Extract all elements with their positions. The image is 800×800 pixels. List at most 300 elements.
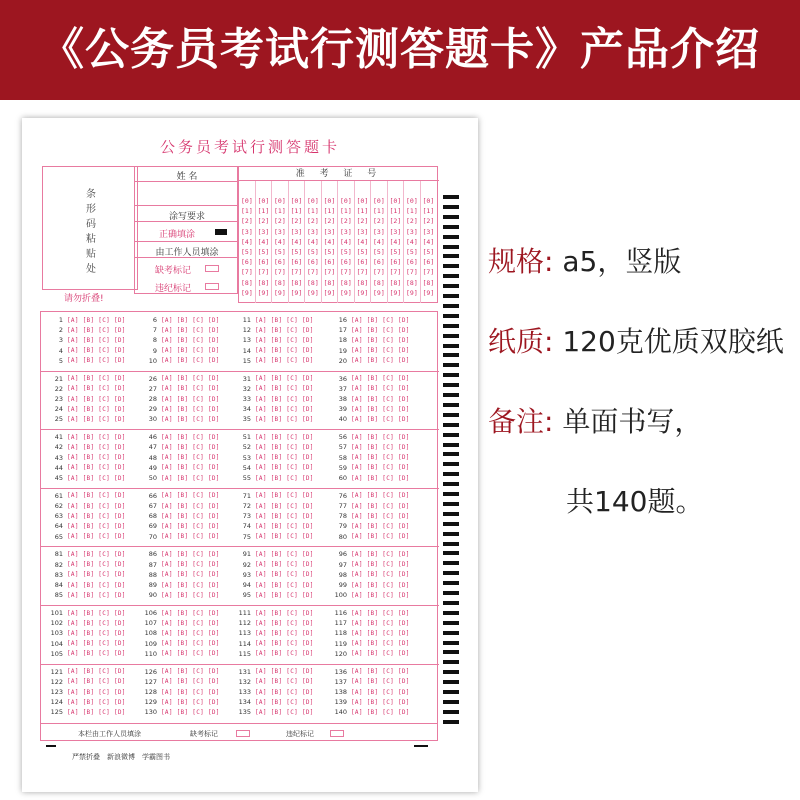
question-number: 87: [148, 560, 157, 569]
exam-id-digit: [9]: [356, 288, 369, 297]
answer-options: [A] [B] [C] [D]: [351, 385, 410, 393]
exam-id-digit: [2]: [422, 217, 435, 226]
answer-options: [A] [B] [C] [D]: [255, 512, 314, 520]
exam-id-digit: [7]: [422, 268, 435, 277]
footer-absent-box: [236, 730, 250, 737]
timing-mark: [443, 344, 459, 348]
answer-options: [A] [B] [C] [D]: [255, 678, 314, 686]
answer-options: [A] [B] [C] [D]: [161, 385, 220, 393]
question-number: 55: [242, 474, 251, 482]
timing-mark: [443, 205, 459, 209]
answer-options: [A] [B] [C] [D]: [67, 502, 126, 510]
question-number: 109: [144, 639, 157, 648]
timing-mark: [443, 245, 459, 249]
timing-mark: [443, 710, 459, 714]
question-number: 15: [242, 356, 251, 365]
answer-options: [A] [B] [C] [D]: [351, 405, 410, 413]
timing-mark: [443, 393, 459, 397]
question-number: 139: [334, 698, 347, 707]
answer-options: [A] [B] [C] [D]: [351, 522, 410, 530]
answer-options: [A] [B] [C] [D]: [255, 474, 314, 482]
absent-mark-box: [205, 265, 219, 272]
spec-paper: [488, 320, 784, 360]
question-number: 106: [144, 609, 157, 617]
answer-options: [A] [B] [C] [D]: [161, 433, 220, 441]
answer-options: [A] [B] [C] [D]: [161, 522, 220, 530]
question-number: 114: [238, 639, 251, 648]
answer-options: [A] [B] [C] [D]: [67, 474, 126, 482]
exam-id-digit: [0]: [373, 197, 385, 205]
exam-id-digit: [8]: [307, 278, 319, 287]
answer-options: [A] [B] [C] [D]: [255, 522, 314, 530]
exam-id-digit: [6]: [422, 258, 435, 267]
exam-id-digit: [9]: [323, 288, 336, 297]
question-number: 69: [148, 522, 157, 531]
question-number: 120: [334, 649, 347, 658]
answer-options: [A] [B] [C] [D]: [161, 561, 220, 569]
question-number: 4: [58, 346, 63, 355]
exam-id-digit: [7]: [290, 268, 303, 277]
publisher-line: 严禁折叠 新浪微博 学霸图书: [72, 753, 170, 761]
question-number: 127: [144, 677, 157, 686]
question-number: 133: [238, 688, 251, 696]
exam-id-digit: [8]: [323, 278, 336, 287]
question-number: 43: [54, 453, 63, 462]
timing-mark: [443, 284, 459, 288]
correct-fill-label: 正确填涂: [158, 230, 195, 240]
answer-options: [A] [B] [C] [D]: [67, 678, 126, 686]
exam-id-digit: [7]: [373, 268, 385, 277]
exam-id-digit: [2]: [274, 217, 286, 226]
answer-options: [A] [B] [C] [D]: [161, 464, 220, 472]
question-number: 113: [238, 629, 251, 638]
question-number: 68: [148, 512, 157, 521]
exam-id-digit: [0]: [307, 197, 319, 205]
exam-id-digit: [8]: [340, 278, 352, 287]
answer-options: [A] [B] [C] [D]: [67, 708, 126, 716]
spec-size-label: 规格:: [488, 245, 554, 278]
question-number: 59: [338, 463, 347, 472]
footer-staff-label: 本栏由工作人员填涂: [78, 730, 141, 738]
exam-id-digit: [5]: [422, 248, 435, 256]
exam-id-digit: [4]: [356, 237, 369, 246]
question-number: 117: [334, 619, 347, 628]
timing-mark: [443, 542, 459, 546]
answer-options: [A] [B] [C] [D]: [161, 619, 220, 627]
question-number: 3: [58, 336, 63, 345]
answer-options: [A] [B] [C] [D]: [161, 708, 220, 716]
question-number: 111: [238, 609, 251, 617]
answer-options: [A] [B] [C] [D]: [67, 454, 126, 462]
footer-bar: [40, 723, 438, 741]
answer-options: [A] [B] [C] [D]: [161, 405, 220, 413]
timing-mark: [443, 700, 459, 704]
spec-note-continued: [566, 480, 703, 520]
question-number: 61: [54, 491, 63, 500]
answer-options: [A] [B] [C] [D]: [67, 650, 126, 658]
exam-id-digit: [5]: [356, 248, 369, 256]
question-number: 65: [54, 532, 63, 541]
answer-options: [A] [B] [C] [D]: [351, 474, 410, 482]
answer-options: [A] [B] [C] [D]: [351, 571, 410, 579]
answer-options: [A] [B] [C] [D]: [67, 619, 126, 627]
answer-options: [A] [B] [C] [D]: [67, 581, 126, 589]
question-number: 24: [54, 405, 63, 414]
question-number: 58: [338, 453, 347, 462]
answer-options: [A] [B] [C] [D]: [255, 688, 314, 696]
question-number: 84: [54, 581, 63, 589]
exam-id-digit: [4]: [323, 237, 336, 246]
exam-id-digit: [7]: [307, 268, 319, 277]
answer-sheet-image: [22, 118, 478, 792]
exam-id-digit: [3]: [389, 227, 402, 236]
answer-options: [A] [B] [C] [D]: [255, 375, 314, 383]
exam-id-digit: [2]: [307, 217, 319, 226]
exam-id-digit: [8]: [356, 278, 369, 287]
question-number: 115: [238, 649, 251, 658]
question-number: 27: [148, 384, 157, 393]
exam-id-digit: [0]: [274, 197, 286, 205]
question-number: 5: [58, 356, 63, 365]
question-number: 70: [148, 532, 157, 541]
exam-id-digit: [7]: [241, 268, 253, 277]
exam-id-digit: [3]: [373, 227, 385, 236]
timing-mark: [443, 650, 459, 654]
exam-id-digit: [4]: [274, 237, 286, 246]
exam-id-digit: [7]: [257, 268, 270, 277]
spec-note: [488, 400, 702, 440]
exam-id-digit: [8]: [274, 278, 286, 287]
question-number: 42: [54, 443, 63, 452]
exam-id-digit: [9]: [307, 288, 319, 297]
question-number: 124: [50, 698, 63, 707]
answer-options: [A] [B] [C] [D]: [351, 678, 410, 686]
exam-id-digit: [4]: [389, 237, 402, 246]
exam-id-digit: [6]: [373, 258, 385, 267]
timing-mark: [443, 532, 459, 536]
timing-mark: [443, 215, 459, 219]
timing-mark: [443, 363, 459, 367]
question-number: 46: [148, 433, 157, 442]
answer-options: [A] [B] [C] [D]: [351, 550, 410, 558]
answer-options: [A] [B] [C] [D]: [67, 326, 126, 334]
answer-options: [A] [B] [C] [D]: [255, 464, 314, 472]
question-number: 31: [242, 374, 251, 383]
answer-options: [A] [B] [C] [D]: [67, 591, 126, 599]
answer-options: [A] [B] [C] [D]: [255, 550, 314, 558]
exam-id-digit: [5]: [257, 248, 270, 256]
exam-id-digit: [9]: [241, 288, 253, 297]
timing-mark: [443, 561, 459, 565]
answer-options: [A] [B] [C] [D]: [161, 492, 220, 500]
exam-id-digit: [9]: [373, 288, 385, 297]
exam-id-digit: [3]: [274, 227, 286, 236]
exam-id-digit: [4]: [373, 237, 385, 246]
answer-options: [A] [B] [C] [D]: [255, 533, 314, 541]
timing-mark: [443, 621, 459, 625]
fold-warning: 请勿折叠!: [64, 294, 104, 304]
exam-id-digit: [1]: [389, 207, 402, 216]
question-number: 125: [50, 708, 63, 717]
question-number: 130: [144, 708, 157, 717]
group-divider: [41, 371, 439, 372]
answer-options: [A] [B] [C] [D]: [161, 629, 220, 637]
barcode-label: 条形码粘贴处: [86, 189, 96, 275]
answer-options: [A] [B] [C] [D]: [67, 385, 126, 393]
answer-options: [A] [B] [C] [D]: [67, 629, 126, 637]
exam-id-digit: [3]: [257, 227, 270, 236]
question-number: 18: [338, 336, 347, 345]
timing-mark: [443, 373, 459, 377]
exam-id-digit: [0]: [406, 197, 418, 205]
answer-options: [A] [B] [C] [D]: [161, 316, 220, 324]
answer-options: [A] [B] [C] [D]: [255, 502, 314, 510]
answer-options: [A] [B] [C] [D]: [161, 533, 220, 541]
answer-options: [A] [B] [C] [D]: [67, 395, 126, 403]
answer-options: [A] [B] [C] [D]: [161, 650, 220, 658]
timing-mark: [443, 601, 459, 605]
exam-id-digit: [2]: [241, 217, 253, 226]
answer-grid: [40, 311, 438, 741]
banner-title: 《公务员考试行测答题卡》产品介绍: [40, 24, 760, 75]
question-number: 40: [338, 415, 347, 424]
timing-mark: [443, 492, 459, 496]
timing-mark: [443, 264, 459, 268]
spec-paper-value: 120克优质双胶纸: [562, 325, 784, 358]
answer-options: [A] [B] [C] [D]: [67, 316, 126, 324]
violation-mark-box: [205, 283, 219, 290]
bottom-mark-right: [414, 745, 428, 747]
timing-mark: [443, 462, 459, 466]
question-number: 74: [242, 522, 251, 531]
timing-mark: [443, 670, 459, 674]
timing-mark: [443, 660, 459, 664]
footer-absent-label: 缺考标记: [190, 730, 218, 738]
header-banner: [0, 0, 800, 100]
question-number: 30: [148, 415, 157, 424]
question-number: 28: [148, 395, 157, 403]
exam-id-digit: [0]: [257, 197, 270, 205]
question-number: 36: [338, 374, 347, 383]
answer-options: [A] [B] [C] [D]: [255, 492, 314, 500]
answer-options: [A] [B] [C] [D]: [351, 650, 410, 658]
answer-options: [A] [B] [C] [D]: [351, 357, 410, 365]
exam-id-digit: [9]: [274, 288, 286, 297]
answer-options: [A] [B] [C] [D]: [351, 316, 410, 324]
answer-options: [A] [B] [C] [D]: [161, 678, 220, 686]
timing-mark: [443, 611, 459, 615]
exam-id-digit: [9]: [290, 288, 303, 297]
exam-id-label: 准 考 证 号: [239, 167, 439, 181]
question-number: 88: [148, 570, 157, 579]
answer-options: [A] [B] [C] [D]: [255, 443, 314, 451]
question-number: 96: [338, 550, 347, 559]
question-number: 77: [338, 502, 347, 510]
question-number: 138: [334, 688, 347, 696]
exam-id-digit: [5]: [406, 248, 418, 256]
answer-options: [A] [B] [C] [D]: [351, 433, 410, 441]
group-divider: [41, 488, 439, 489]
question-number: 112: [238, 619, 251, 628]
exam-id-digit: [1]: [307, 207, 319, 216]
exam-id-digit: [1]: [257, 207, 270, 216]
answer-options: [A] [B] [C] [D]: [67, 561, 126, 569]
exam-id-digit: [6]: [356, 258, 369, 267]
exam-id-digit: [2]: [323, 217, 336, 226]
exam-id-digit: [1]: [422, 207, 435, 216]
answer-options: [A] [B] [C] [D]: [67, 522, 126, 530]
exam-id-digit: [0]: [241, 197, 253, 205]
question-number: 95: [242, 591, 251, 600]
group-divider: [41, 605, 439, 606]
exam-id-digit: [9]: [422, 288, 435, 297]
answer-options: [A] [B] [C] [D]: [255, 609, 314, 617]
bottom-mark-left: [46, 745, 56, 747]
exam-id-digit: [6]: [323, 258, 336, 267]
exam-id-digit: [7]: [340, 268, 352, 277]
exam-id-digit: [8]: [422, 278, 435, 287]
spec-note-value: 单面书写，: [562, 405, 703, 438]
exam-id-digit: [4]: [290, 237, 303, 246]
question-number: 81: [54, 550, 63, 559]
question-number: 26: [148, 374, 157, 383]
exam-id-digit: [8]: [257, 278, 270, 287]
exam-id-digit: [3]: [307, 227, 319, 236]
timing-mark: [443, 324, 459, 328]
question-number: 72: [242, 502, 251, 510]
answer-options: [A] [B] [C] [D]: [161, 688, 220, 696]
answer-options: [A] [B] [C] [D]: [351, 619, 410, 627]
timing-mark: [443, 512, 459, 516]
timing-mark: [443, 294, 459, 298]
answer-options: [A] [B] [C] [D]: [351, 502, 410, 510]
question-number: 71: [242, 491, 251, 500]
question-number: 101: [50, 609, 63, 617]
question-number: 75: [242, 532, 251, 541]
question-number: 21: [54, 374, 63, 383]
question-number: 29: [148, 405, 157, 414]
timing-mark: [443, 225, 459, 229]
question-number: 33: [242, 395, 251, 403]
question-number: 105: [50, 649, 63, 658]
answer-options: [A] [B] [C] [D]: [161, 357, 220, 365]
timing-mark: [443, 423, 459, 427]
timing-mark: [443, 443, 459, 447]
question-number: 53: [242, 453, 251, 462]
timing-mark: [443, 720, 459, 724]
question-number: 131: [238, 667, 251, 676]
timing-mark: [443, 274, 459, 278]
timing-mark: [443, 334, 459, 338]
question-number: 48: [148, 453, 157, 462]
answer-options: [A] [B] [C] [D]: [67, 357, 126, 365]
exam-id-digit: [2]: [406, 217, 418, 226]
question-number: 108: [144, 629, 157, 638]
question-number: 2: [58, 326, 63, 335]
exam-id-digit: [7]: [356, 268, 369, 277]
question-number: 73: [242, 512, 251, 521]
question-number: 80: [338, 532, 347, 541]
question-number: 85: [54, 591, 63, 600]
exam-id-digit: [1]: [274, 207, 286, 216]
answer-options: [A] [B] [C] [D]: [351, 326, 410, 334]
answer-options: [A] [B] [C] [D]: [255, 336, 314, 344]
timing-mark: [443, 304, 459, 308]
spec-paper-label: 纸质:: [488, 325, 554, 358]
question-number: 32: [242, 384, 251, 393]
question-number: 62: [54, 502, 63, 510]
question-number: 132: [238, 677, 251, 686]
violation-mark-label: 违纪标记: [154, 284, 191, 294]
question-number: 123: [50, 688, 63, 696]
answer-options: [A] [B] [C] [D]: [67, 550, 126, 558]
question-number: 35: [242, 415, 251, 424]
answer-options: [A] [B] [C] [D]: [67, 512, 126, 520]
timing-mark: [443, 591, 459, 595]
question-number: 22: [54, 384, 63, 393]
question-number: 94: [242, 581, 251, 589]
answer-options: [A] [B] [C] [D]: [351, 591, 410, 599]
exam-id-digit: [0]: [422, 197, 435, 205]
timing-mark: [443, 403, 459, 407]
answer-options: [A] [B] [C] [D]: [255, 591, 314, 599]
exam-id-digit: [3]: [340, 227, 352, 236]
exam-id-digit: [0]: [290, 197, 303, 205]
question-number: 38: [338, 395, 347, 403]
timing-mark: [443, 551, 459, 555]
exam-id-digit: [5]: [290, 248, 303, 256]
question-number: 97: [338, 560, 347, 569]
answer-options: [A] [B] [C] [D]: [161, 668, 220, 676]
answer-options: [A] [B] [C] [D]: [351, 688, 410, 696]
question-number: 92: [242, 560, 251, 569]
timing-mark: [443, 641, 459, 645]
answer-options: [A] [B] [C] [D]: [161, 502, 220, 510]
answer-options: [A] [B] [C] [D]: [161, 395, 220, 403]
answer-options: [A] [B] [C] [D]: [67, 375, 126, 383]
timing-mark: [443, 680, 459, 684]
answer-options: [A] [B] [C] [D]: [351, 698, 410, 706]
question-number: 52: [242, 443, 251, 452]
exam-id-digit: [7]: [389, 268, 402, 277]
exam-id-digit: [6]: [241, 258, 253, 267]
answer-options: [A] [B] [C] [D]: [67, 640, 126, 648]
exam-id-digit: [3]: [406, 227, 418, 236]
exam-id-digit: [9]: [257, 288, 270, 297]
question-number: 54: [242, 463, 251, 472]
answer-options: [A] [B] [C] [D]: [67, 698, 126, 706]
answer-options: [A] [B] [C] [D]: [67, 571, 126, 579]
answer-options: [A] [B] [C] [D]: [67, 668, 126, 676]
answer-options: [A] [B] [C] [D]: [161, 336, 220, 344]
question-number: 45: [54, 474, 63, 482]
question-number: 102: [50, 619, 63, 628]
question-number: 8: [152, 336, 157, 345]
answer-options: [A] [B] [C] [D]: [255, 629, 314, 637]
exam-id-digit: [3]: [356, 227, 369, 236]
exam-id-digit: [8]: [373, 278, 385, 287]
answer-options: [A] [B] [C] [D]: [351, 668, 410, 676]
question-number: 76: [338, 491, 347, 500]
exam-id-digit: [1]: [356, 207, 369, 216]
group-divider: [41, 664, 439, 665]
question-number: 104: [50, 639, 63, 648]
answer-options: [A] [B] [C] [D]: [351, 561, 410, 569]
timing-mark: [443, 452, 459, 456]
timing-mark: [443, 522, 459, 526]
answer-options: [A] [B] [C] [D]: [67, 464, 126, 472]
timing-mark: [443, 482, 459, 486]
